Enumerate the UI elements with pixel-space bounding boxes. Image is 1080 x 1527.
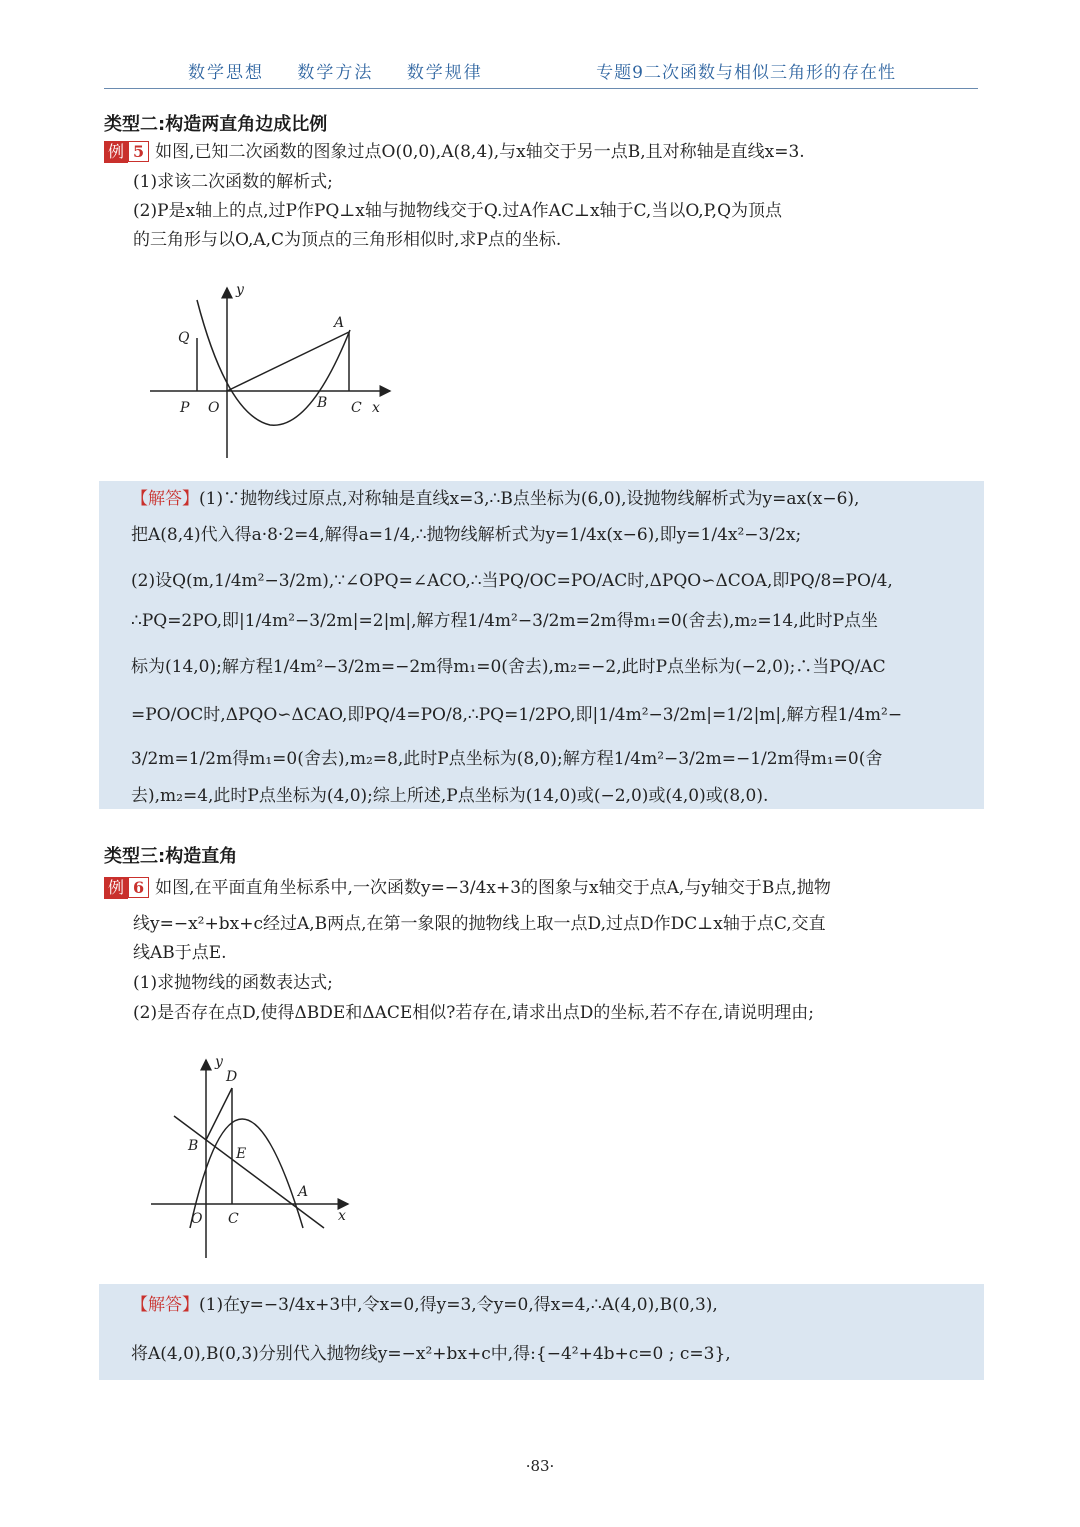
question-text: 如图,已知二次函数的图象过点O(0,0),A(8,4),与x轴交于另一点B,且对称轴是直线x=3. [155, 142, 805, 162]
figure-example-6 [148, 1050, 358, 1265]
solution-line [131, 1293, 718, 1317]
example-badge: 例 [104, 141, 128, 163]
solution-line: 去),m₂=4,此时P点坐标为(4,0);综上所述,P点坐标为(14,0)或(−2,0)或(4,0)或(8,0). [131, 786, 769, 806]
solution-line: 3/2m=1/2m得m₁=0(舍去),m₂=8,此时P点坐标为(8,0);解方程1/4m²−3/2m=−1/2m得m₁=0(舍 [131, 749, 883, 769]
label-a: A [298, 1184, 309, 1200]
example-6-line-1 [104, 876, 831, 900]
question-text: (2)是否存在点D,使得ΔBDE和ΔACE相似?若存在,请求出点D的坐标,若不存在,请说明理由; [133, 1003, 814, 1023]
question-text: 线y=−x²+bx+c经过A,B两点,在第一象限的抛物线上取一点D,过点D作DC⊥x轴于点C,交直 [133, 914, 826, 934]
parabola [190, 1119, 303, 1228]
example-number: 6 [128, 877, 149, 898]
example-5-line-1 [104, 140, 805, 164]
solution-text: (1)在y=−3/4x+3中,令x=0,得y=3,令y=0,得x=4,∴A(4,0),B(0,3), [199, 1295, 718, 1315]
label-y: y [215, 1054, 223, 1070]
example-number: 5 [128, 141, 149, 162]
label-a: A [334, 315, 345, 331]
label-e: E [236, 1146, 247, 1162]
solution-line: 将A(4,0),B(0,3)分别代入抛物线y=−x²+bx+c中,得:{−4²+4b+c=0 ; c=3}, [131, 1344, 731, 1364]
solution-tag: 【解答】 [131, 1295, 199, 1315]
question-text: (1)求该二次函数的解析式; [133, 172, 333, 192]
question-text: (1)求抛物线的函数表达式; [133, 973, 333, 993]
label-b: B [188, 1138, 199, 1154]
label-x: x [372, 400, 380, 416]
question-text: 线AB于点E. [133, 943, 227, 963]
header-item: 数学方法 [297, 63, 374, 83]
label-c: C [351, 400, 362, 416]
label-p: P [180, 400, 190, 416]
label-o: O [208, 400, 220, 416]
solution-text: (1)∵抛物线过原点,对称轴是直线x=3,∴B点坐标为(6,0),设抛物线解析式为y=ax(x−6), [199, 489, 860, 509]
label-y: y [236, 282, 244, 298]
label-q: Q [178, 330, 190, 346]
header-item: 数学思想 [188, 63, 264, 83]
question-text: 如图,在平面直角坐标系中,一次函数y=−3/4x+3的图象与x轴交于点A,与y轴交于B点,抛物 [155, 878, 831, 898]
solution-line: (2)设Q(m,1/4m²−3/2m),∵∠OPQ=∠ACO,∴当PQ/OC=PO/AC时,ΔPQO∽ΔCOA,即PQ/8=PO/4, [131, 571, 893, 591]
solution-line: ∴PQ=2PO,即|1/4m²−3/2m|=2|m|,解方程1/4m²−3/2m=2m得m₁=0(舍去),m₂=14,此时P点坐 [131, 611, 879, 631]
solution-line: 把A(8,4)代入得a·8·2=4,解得a=1/4,∴抛物线解析式为y=1/4x(x−6),即y=1/4x²−3/2x; [131, 525, 802, 545]
solution-line [131, 487, 859, 511]
header-left [188, 58, 509, 83]
segment-bd [206, 1088, 232, 1140]
solution-tag: 【解答】 [131, 489, 199, 509]
label-c: C [228, 1211, 239, 1227]
solution-line: =PO/OC时,ΔPQO∽ΔCAO,即PQ/4=PO/8,∴PQ=1/2PO,即|1/4m²−3/2m|=1/2|m|,解方程1/4m²− [131, 705, 903, 725]
section-title: 类型三:构造直角 [104, 846, 238, 867]
segment-oa [227, 332, 349, 391]
solution-box [99, 481, 984, 809]
example-badge: 例 [104, 877, 128, 899]
figure-example-5 [150, 280, 400, 460]
page-number: ·83· [525, 1457, 555, 1475]
label-o: O [191, 1211, 203, 1227]
label-b: B [317, 395, 328, 411]
header-topic: 专题9二次函数与相似三角形的存在性 [596, 63, 896, 83]
label-x: x [338, 1208, 346, 1224]
page-header [104, 58, 978, 89]
question-text: (2)P是x轴上的点,过P作PQ⊥x轴与抛物线交于Q.过A作AC⊥x轴于C,当以O,P,Q为顶点 [133, 201, 783, 221]
solution-line: 标为(14,0);解方程1/4m²−3/2m=−2m得m₁=0(舍去),m₂=−2,此时P点坐标为(−2,0);∴当PQ/AC [131, 657, 886, 677]
solution-box [99, 1284, 984, 1380]
label-d: D [226, 1069, 238, 1085]
section-title: 类型二:构造两直角边成比例 [104, 114, 328, 135]
header-item: 数学规律 [406, 63, 483, 83]
question-text: 的三角形与以O,A,C为顶点的三角形相似时,求P点的坐标. [133, 230, 562, 250]
